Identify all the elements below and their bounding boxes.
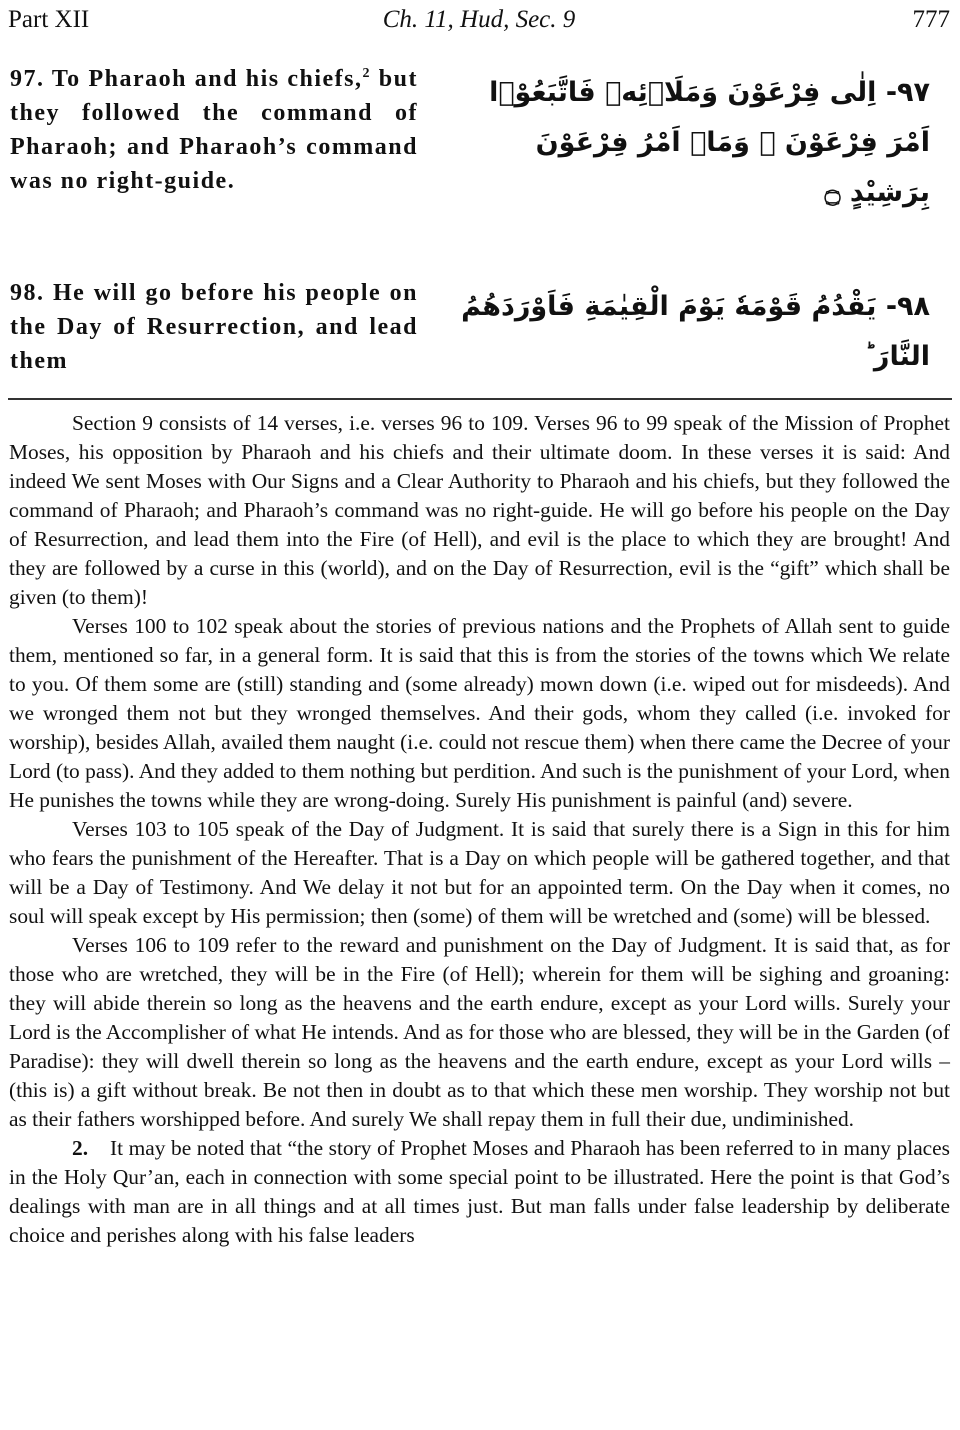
verse-97-arabic: ٩٧- اِلٰى فِرْعَوْنَ وَمَلَاۡئِهٖ فَاتَّبَعُوْۤا اَمْرَ فِرْعَوْنَ ۚ وَمَاۤ اَمْرُ فِرْعَوْنَ بِرَشِيْدٍ ۝ — [489, 77, 930, 208]
commentary-paragraph: Section 9 consists of 14 verses, i.e. verses 96 to 109. Verses 96 to 99 speak of the Mission of Prophet Moses, his opposition by Pharaoh and his chiefs and their ultimate doom. In these verses it is said: And indeed We sent Moses with Our Signs and a Clear Authority to Pharaoh and his chiefs, but they followed the command of Pharaoh; and Pharaoh’s command was no right-guide. He will go before his people on the Day of Resurrection, and lead them into the Fire (of Hell), and evil is the place to which they are brought! And they are followed by a curse in this (world), and on the Day of Resurrection, evil is the “gift” which shall be given (to them)! — [9, 411, 950, 609]
commentary-paragraph: Verses 100 to 102 speak about the stories of previous nations and the Prophets of Allah sent to guide them, mentioned so far, in a general form. It is said that this is from the stories of the towns which We relate to you. Of them some are (still) standing and (some already) mown down (i.e. wiped out for misdeeds). And we wronged them not but they wronged themselves. And their gods, whom they called (i.e. invoked for worship), besides Allah, availed them naught (i.e. could not rescue them) when there came the Decree of your Lord (to pass). And they added to them nothing but perdition. And such is the punishment of your Lord, when He punishes the towns while they are wrong-doing. Surely His punishment is painful (and) severe. — [9, 614, 950, 812]
verse-98 — [10, 276, 950, 388]
page-header — [8, 4, 950, 36]
verse-97-text: 97. To Pharaoh and his chiefs, — [10, 66, 363, 92]
verse-97 — [10, 62, 950, 242]
commentary — [9, 409, 950, 1250]
part-label: Part XII — [8, 6, 90, 33]
commentary-paragraph: Verses 103 to 105 speak of the Day of Judgment. It is said that surely there is a Sign in this for him who fears the punishment of the Hereafter. That is a Day on which people will be gathered together, and that will be a Day of Testimony. And We delay it not but for an appointed term. On the Day when it comes, no soul will speak except by His permission; then (some) of them will be wretched and (some) will be blessed. — [9, 817, 950, 928]
verse-97-english — [10, 62, 418, 198]
footnote-ref[interactable]: 2 — [362, 66, 372, 81]
chapter-title: Ch. 11, Hud, Sec. 9 — [382, 6, 576, 33]
footnote-text: It may be noted that “the story of Prophet Moses and Pharaoh has been referred to in many places in the Holy Qur’an, each in connection with some special point to be illustrated. Here the point is that God’s dealings with man are in all things and at all times just. But man falls under false leadership by deliberate choice and perishes along with his false leaders — [9, 1136, 950, 1247]
verse-98-arabic: ٩٨- يَقْدُمُ قَوْمَهٗ يَوْمَ الْقِيٰمَةِ فَاَوْرَدَهُمُ النَّارَ ؕ — [461, 291, 930, 372]
divider — [8, 398, 952, 400]
footnote-number: 2. — [72, 1136, 89, 1160]
commentary-paragraph: Verses 106 to 109 refer to the reward and punishment on the Day of Judgment. It is said that, as for those who are wretched, they will be in the Fire (of Hell); wherein for them will be sighing and groaning: they will abide therein so long as the heavens and the earth endure, except as your Lord wills. Surely your Lord is the Accomplisher of what He intends. And as for those who are blessed, they will be in the Garden (of Paradise): they will dwell therein so long as the heavens and the earth endure, except as your Lord wills – (this is) a gift without break. Be not then in doubt as to that which these men worship. They worship not but as their fathers worshipped before. And surely We shall repay them in full their due, undiminished. — [9, 933, 950, 1131]
verse-98-english: 98. He will go before his people on the Day of Resurrection, and lead them — [10, 280, 418, 374]
verse-97-text-cont: but they followed the command of Pharaoh; and Pharaoh’s command was no right-guide. — [10, 66, 418, 194]
page-number: 777 — [912, 6, 950, 33]
footnote — [9, 1134, 950, 1250]
